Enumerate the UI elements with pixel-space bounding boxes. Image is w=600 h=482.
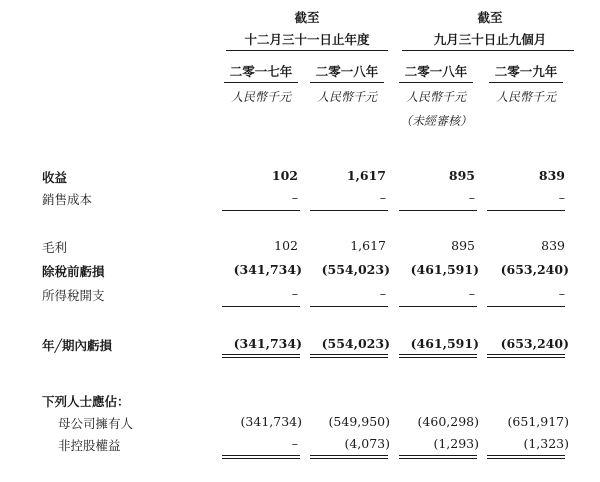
row-owners-of-parent-value: (549,950) — [328, 414, 390, 429]
row-loss-for-period-value: (554,023) — [321, 336, 390, 351]
subtotal-rule — [310, 210, 388, 211]
row-gross-profit-value: 102 — [274, 238, 298, 253]
row-loss-for-period-value: (461,591) — [410, 336, 479, 351]
col3-year: 二零一八年 — [404, 64, 468, 79]
group2-subheading: 九月三十日止九個月 — [433, 32, 547, 47]
col4-year-underline — [489, 82, 563, 83]
total-double-rule — [487, 354, 565, 358]
row-non-controlling-value: – — [291, 436, 298, 451]
col4-unit: 人民幣千元 — [495, 90, 556, 104]
total-double-rule — [310, 354, 388, 358]
row-loss-before-tax-value: (341,734) — [233, 262, 302, 277]
row-cost-of-sales-value: – — [558, 190, 565, 205]
col1-year-underline — [224, 82, 298, 83]
row-loss-before-tax-label: 除稅前虧損 — [42, 264, 105, 279]
row-loss-for-period-label: 年╱期內虧損 — [42, 338, 113, 353]
row-cost-of-sales-value: – — [291, 190, 298, 205]
row-owners-of-parent-value: (651,917) — [507, 414, 569, 429]
subtotal-rule — [222, 210, 300, 211]
row-non-controlling-value: (4,073) — [344, 436, 390, 451]
row-owners-of-parent-label: 母公司擁有人 — [58, 416, 134, 431]
row-loss-before-tax-value: (554,023) — [321, 262, 390, 277]
col4-year: 二零一九年 — [494, 64, 558, 79]
row-non-controlling-value: (1,293) — [433, 436, 479, 451]
subtotal-rule — [222, 306, 300, 307]
row-attributable-heading: 下列人士應佔： — [42, 394, 130, 409]
total-double-rule — [399, 354, 477, 358]
row-revenue-label: 收益 — [42, 170, 68, 185]
subtotal-rule — [487, 210, 565, 211]
row-revenue-value: 102 — [271, 168, 298, 183]
row-loss-for-period-value: (653,240) — [500, 336, 569, 351]
col2-year: 二零一八年 — [315, 64, 379, 79]
row-revenue-value: 895 — [448, 168, 475, 183]
group1-heading: 截至 — [294, 10, 320, 25]
row-owners-of-parent-value: (341,734) — [240, 414, 302, 429]
row-loss-before-tax-value: (461,591) — [410, 262, 479, 277]
row-income-tax-value: – — [558, 286, 565, 301]
subtotal-rule — [487, 306, 565, 307]
group2-underline — [402, 50, 574, 51]
row-gross-profit-value: 895 — [451, 238, 475, 253]
group1-underline — [226, 50, 388, 51]
total-double-rule — [310, 455, 388, 459]
row-loss-before-tax-value: (653,240) — [500, 262, 569, 277]
row-cost-of-sales-label: 銷售成本 — [42, 192, 93, 207]
subtotal-rule — [399, 210, 477, 211]
group2-heading: 截至 — [477, 10, 503, 25]
row-gross-profit-value: 839 — [541, 238, 565, 253]
row-income-tax-label: 所得稅開支 — [42, 288, 105, 303]
total-double-rule — [399, 455, 477, 459]
row-owners-of-parent-value: (460,298) — [417, 414, 479, 429]
row-gross-profit-label: 毛利 — [42, 240, 68, 255]
total-double-rule — [222, 455, 300, 459]
row-revenue-value: 839 — [538, 168, 565, 183]
col2-unit: 人民幣千元 — [316, 90, 377, 104]
group1-subheading: 十二月三十一日止年度 — [244, 32, 370, 47]
total-double-rule — [222, 354, 300, 358]
col2-year-underline — [310, 82, 384, 83]
row-non-controlling-value: (1,323) — [523, 436, 569, 451]
col1-year: 二零一七年 — [229, 64, 293, 79]
row-gross-profit-value: 1,617 — [350, 238, 386, 253]
col1-unit: 人民幣千元 — [230, 90, 291, 104]
subtotal-rule — [310, 306, 388, 307]
row-non-controlling-label: 非控股權益 — [58, 438, 121, 453]
col3-year-underline — [399, 82, 473, 83]
subtotal-rule — [399, 306, 477, 307]
row-cost-of-sales-value: – — [379, 190, 386, 205]
row-income-tax-value: – — [379, 286, 386, 301]
col3-unaudited-note: （未經審核） — [399, 114, 472, 128]
row-revenue-value: 1,617 — [346, 168, 386, 183]
col3-unit: 人民幣千元 — [405, 90, 466, 104]
row-loss-for-period-value: (341,734) — [233, 336, 302, 351]
row-cost-of-sales-value: – — [468, 190, 475, 205]
total-double-rule — [487, 455, 565, 459]
row-income-tax-value: – — [468, 286, 475, 301]
row-income-tax-value: – — [291, 286, 298, 301]
